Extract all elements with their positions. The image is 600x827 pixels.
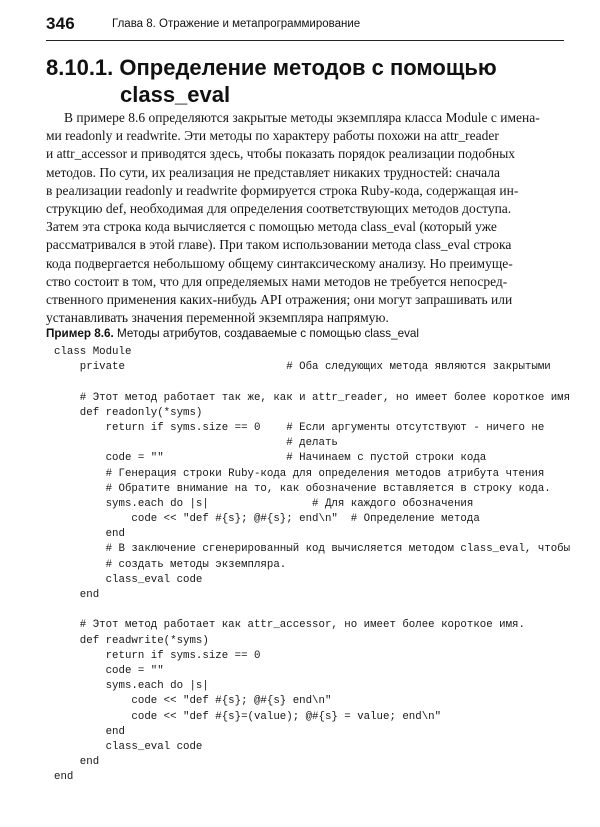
code-line: end bbox=[54, 756, 100, 769]
code-line: class_eval code bbox=[54, 740, 203, 753]
code-line: code = "" bbox=[54, 664, 164, 677]
paragraph-line: кода подвергается небольшому общему синтаксическому анализу. Но преимуще- bbox=[46, 255, 513, 271]
body-paragraph bbox=[46, 109, 564, 327]
paragraph-line: методов. По сути, их реализация не представляет никаких трудностей: сначала bbox=[46, 164, 501, 180]
paragraph-line: устанавливать значения переменной экземпляра напрямую. bbox=[46, 310, 389, 326]
code-line: def readwrite(*syms) bbox=[54, 634, 209, 647]
section-title-line: class_eval bbox=[120, 82, 231, 107]
running-head: Глава 8. Отражение и метапрограммирование bbox=[112, 18, 361, 30]
paragraph-line: ми readonly и readwrite. Эти методы по характеру работы похожи на attr_reader bbox=[46, 128, 499, 144]
code-line bbox=[54, 603, 574, 618]
page-header bbox=[46, 14, 564, 41]
paragraph-line: и attr_accessor и приводятся здесь, чтобы показать порядок реализации подобных bbox=[46, 146, 516, 162]
code-line: code << "def #{s}; @#{s} end\n" bbox=[54, 695, 332, 708]
example-caption bbox=[46, 327, 419, 340]
code-line: end bbox=[54, 589, 100, 601]
code-line: end bbox=[54, 528, 125, 541]
code-line: # Этот метод работает так же, как и attr_reader, но имеет более короткое имя bbox=[54, 391, 571, 404]
paragraph-line: рассматривался в этой главе). При таком использовании метода class_eval строка bbox=[46, 237, 512, 253]
code-line: # Этот метод работает как attr_accessor, но имеет более короткое имя. bbox=[54, 619, 525, 632]
section-title-line: 8.10.1. Определение методов с помощью bbox=[46, 55, 497, 80]
paragraph-line: ство состоит в том, что для определяемых нами методов не требуется непосред- bbox=[46, 273, 508, 289]
code-line: syms.each do |s| bbox=[54, 680, 209, 693]
code-line: # Генерация строки Ruby-кода для определения методов атрибута чтения bbox=[54, 467, 545, 480]
code-line: # создать методы экземпляра. bbox=[54, 558, 287, 571]
code-line: syms.each do |s| # Для каждого обозначения bbox=[54, 497, 474, 510]
paragraph-line: в реализации readonly и readwrite формируется строка Ruby-кода, содержащая ин- bbox=[46, 182, 519, 198]
code-line: # делать bbox=[54, 437, 338, 450]
code-line bbox=[54, 375, 574, 390]
code-line: # Обратите внимание на то, как обозначение вставляется в строку кода. bbox=[54, 482, 551, 495]
example-label: Пример 8.6. bbox=[46, 327, 114, 340]
code-line: code = "" # Начинаем с пустой строки кода bbox=[54, 452, 487, 465]
page-number: 346 bbox=[46, 14, 75, 33]
code-line: # В заключение сгенерированный код вычисляется методом class_eval, чтобы bbox=[54, 543, 571, 556]
code-line: end bbox=[54, 771, 74, 784]
paragraph-line: струкцию def, необходимая для определения соответствующих методов доступа. bbox=[46, 200, 512, 216]
code-listing bbox=[54, 345, 574, 785]
paragraph-line: Затем эта строка кода вычисляется с помощью метода class_eval (который уже bbox=[46, 219, 497, 235]
code-line: class_eval code bbox=[54, 573, 203, 586]
code-line: private # Оба следующих метода являются закрытыми bbox=[54, 361, 551, 374]
example-caption-text: Методы атрибутов, создаваемые с помощью class_eval bbox=[113, 327, 420, 340]
paragraph-line: В примере 8.6 определяются закрытые методы экземпляра класса Module с имена- bbox=[64, 110, 540, 125]
section-title bbox=[46, 54, 566, 108]
code-line: return if syms.size == 0 # Если аргументы отсутствуют - ничего не bbox=[54, 421, 545, 434]
code-line: code << "def #{s}=(value); @#{s} = value; end\n" bbox=[54, 710, 442, 723]
code-line: code << "def #{s}; @#{s}; end\n" # Определение метода bbox=[54, 513, 480, 526]
code-line: def readonly(*syms) bbox=[54, 406, 203, 419]
paragraph-line: ственного применения каких-нибудь API отражения; они могут запрашивать или bbox=[46, 291, 513, 307]
code-line: return if syms.size == 0 bbox=[54, 649, 261, 662]
code-line: class Module bbox=[54, 346, 132, 358]
code-line: end bbox=[54, 725, 125, 738]
